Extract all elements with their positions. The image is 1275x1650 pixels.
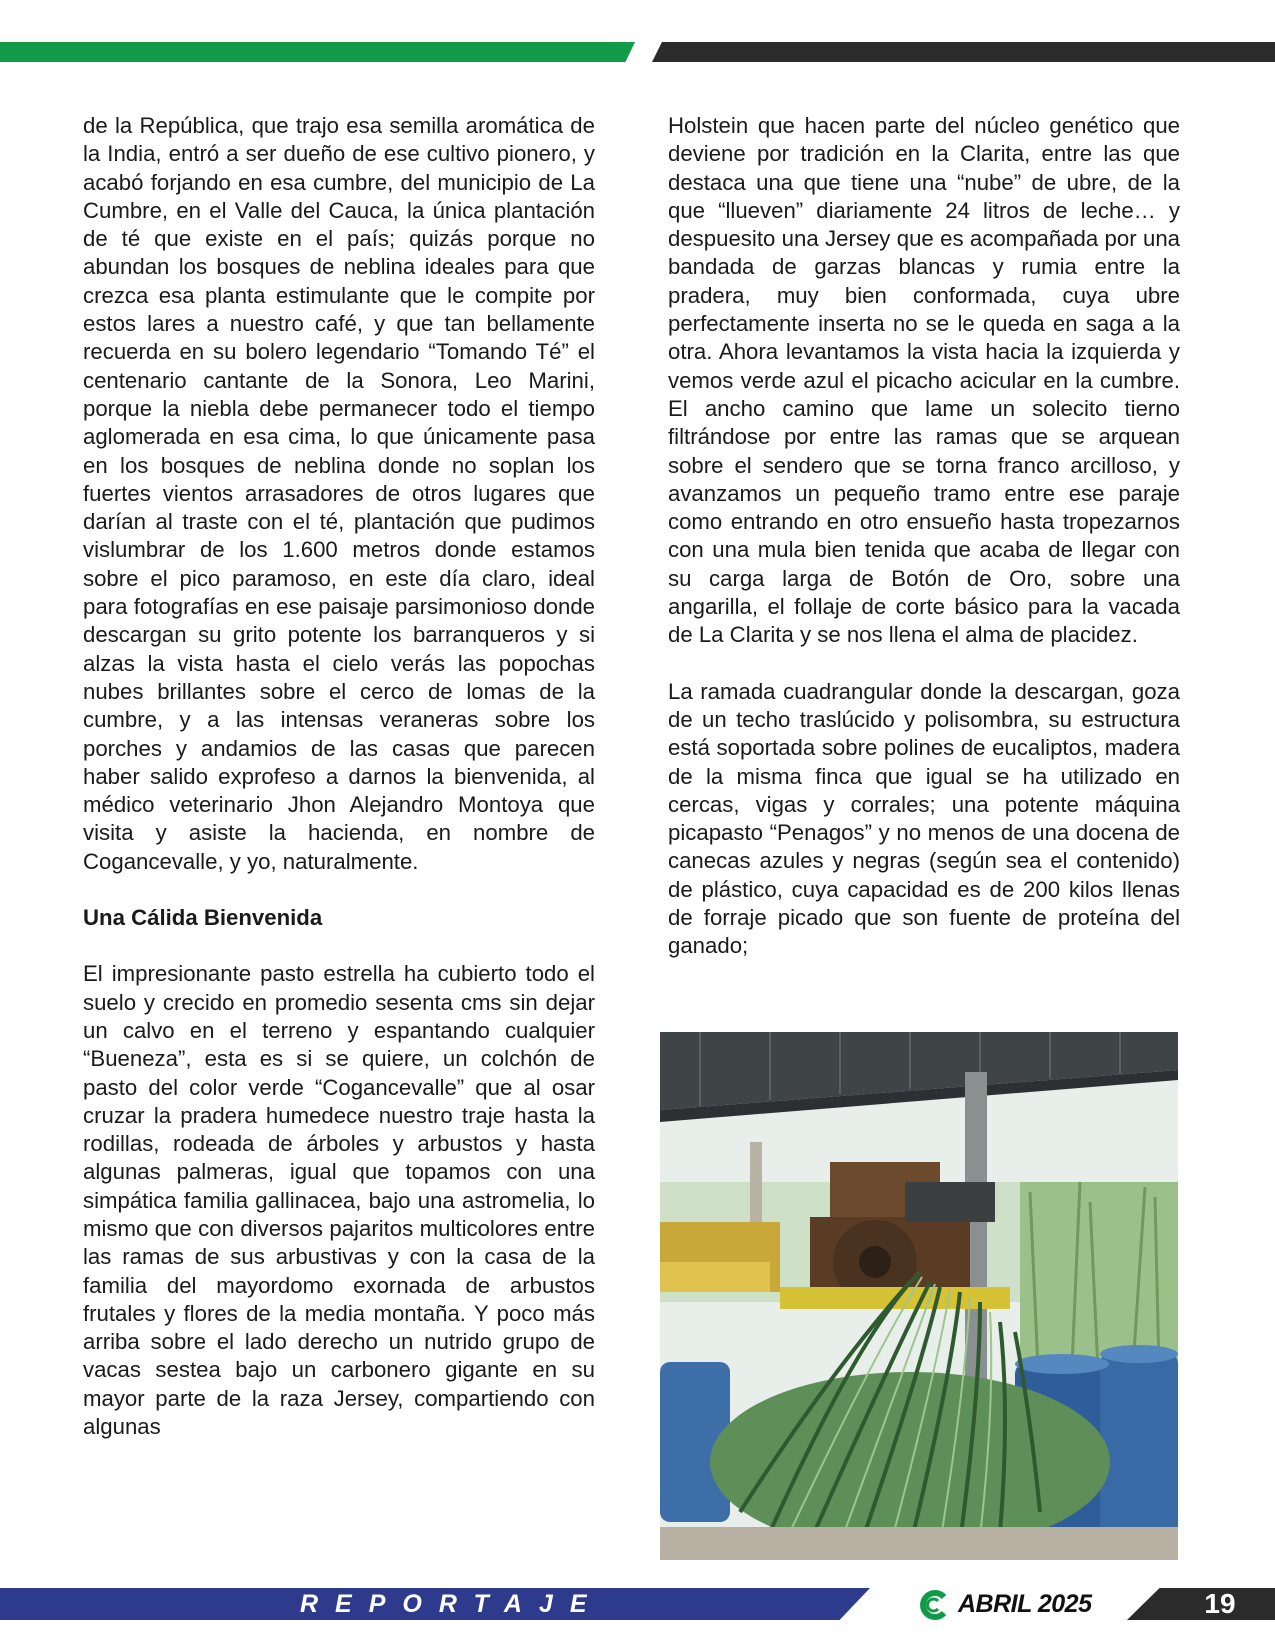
- article-right-column: [668, 112, 1180, 961]
- page-number: 19: [1204, 1588, 1236, 1619]
- right-paragraph-1: Holstein que hacen parte del núcleo genético que deviene por tradición en la Clarita, entre las que destaca una que tiene una “nube” de ubre, de la que “llueven” diariamente 24 litros de leche… y despuesito una Jersey que es acompañada por una bandada de garzas blancas y rumia entre la pradera, muy bien conformada, cuya ubre perfectamente inserta no se le queda en saga a la otra. Ahora levantamos la vista hacia la izquierda y vemos verde azul el picacho acicular en la cumbre. El ancho camino que lame un solecito tierno filtrándose por entre las ramas que se arquean sobre el sendero que se torna franco arcilloso, y avanzamos un pequeño tramo entre ese paraje como entrando en otro ensueño hasta tropezarnos con una mula bien tenida que acaba de llegar con su carga larga de Botón de Oro, sobre una angarilla, el follaje de corte básico para la vacada de La Clarita y se nos llena el alma de placidez.: [668, 113, 1180, 648]
- section-subheading: Una Cálida Bienvenida: [83, 905, 323, 931]
- header-green-stripe: [0, 42, 635, 62]
- left-paragraph-1: de la República, que trajo esa semilla aromática de la India, entró a ser dueño de ese cultivo pionero, y acabó forjando en esa cumbre, del municipio de La Cumbre, en el Valle del Cauca, la única plantación de té que existe en el país; quizás porque no abundan los bosques de neblina ideales para que crezca esa planta estimulante que le compite por estos lares a nuestro café, y que tan bellamente recuerda en su bolero legendario “Tomando Té” el centenario cantante de la Sonora, Leo Marini, porque la niebla debe permanecer todo el tiempo aglomerada en esa cima, lo que únicamente pasa en los bosques de neblina donde no soplan los fuertes vientos arrasadores de otros lugares que darían al traste con el té, plantación que pudimos vislumbrar de los 1.600 metros donde estamos sobre el pico paramoso, en este día claro, ideal para fotografías en ese paisaje parsimonioso donde descargan su grito potente los barranqueros y si alzas la vista hasta el cielo verás las popochas nubes brillantes sobre el cerco de lomas de la cumbre, y a las intensas veraneras sobre los porches y andamios de las casas que parecen haber salido exprofeso a darnos la bienvenida, al médico veterinario Jhon Alejandro Montoya que visita y asiste la hacienda, en nombre de Cogancevalle, y yo, naturalmente.: [83, 113, 595, 874]
- right-paragraph-2: La ramada cuadrangular donde la descargan, goza de un techo traslúcido y polisombra, su estructura está soportada sobre polines de eucaliptos, madera de la misma finca que igual se ha utilizado en cercas, vigas y corrales; una potente máquina picapasto “Penagos” y no menos de una docena de canecas azules y negras (según sea el contenido) de plástico, cuya capacidad es de 200 kilos llenas de forraje picado que son fuente de proteína del ganado;: [668, 678, 1180, 959]
- section-label: REPORTAJE: [300, 1590, 604, 1618]
- magazine-logo-icon: [918, 1590, 948, 1620]
- left-paragraph-2: El impresionante pasto estrella ha cubierto todo el suelo y crecido en promedio sesenta cms sin dejar un calvo en el terreno y espantando cualquier “Bueneza”, esta es si se quiere, un colchón de pasto del color verde “Cogancevalle” que al osar cruzar la pradera humedece nuestro traje hasta la rodillas, rodeada de árboles y arbustos y hasta algunas palmeras, igual que topamos con una simpática familia gallinacea, bajo una astromelia, lo mismo que con diversos pajaritos multicolores entre las ramas de sus arbustivas y con la casa de la familia del mayordomo exornada de arbustos frutales y flores de la media montaña. Y poco más arriba sobre el lado derecho un nutrido grupo de vacas sestea bajo un carbonero gigante en su mayor parte de la raza Jersey, compartiendo con algunas: [83, 961, 595, 1440]
- issue-date: ABRIL 2025: [958, 1590, 1092, 1618]
- header-dark-stripe: [652, 42, 1275, 62]
- forage-chopper-photo: [660, 1032, 1178, 1560]
- article-left-column: [83, 112, 595, 1441]
- photo-illustration: [660, 1032, 1178, 1560]
